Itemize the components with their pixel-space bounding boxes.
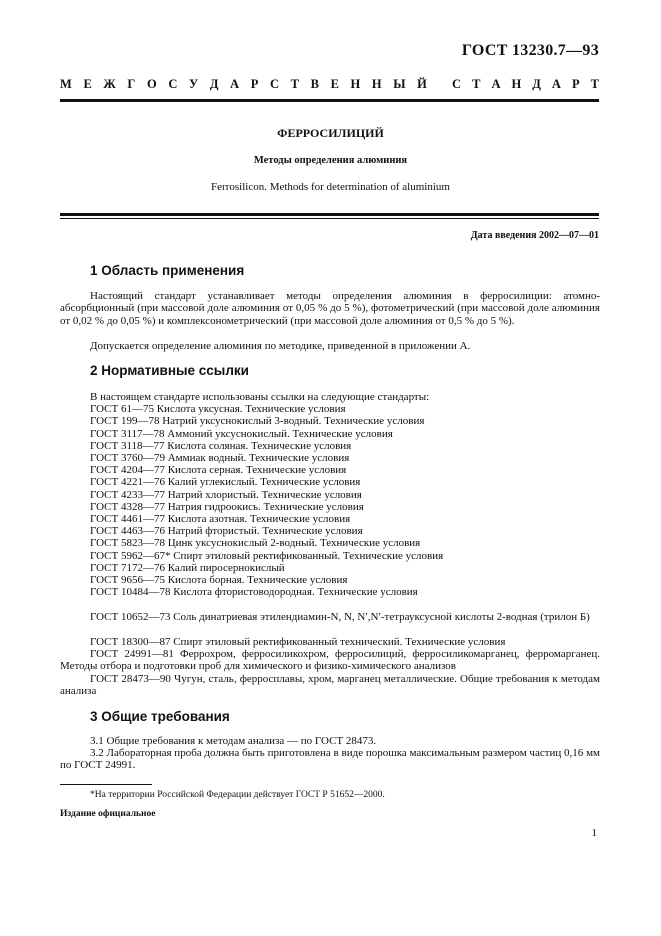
- reference-item: ГОСТ 18300—87 Спирт этиловый ректификованный технический. Технические условия: [90, 636, 506, 648]
- reference-item: ГОСТ 28473—90 Чугун, сталь, ферросплавы, хром, марганец металлические. Общие требования к методам анализа: [60, 673, 600, 698]
- reference-item: ГОСТ 4204—77 Кислота серная. Технические условия: [90, 464, 347, 477]
- reference-item: ГОСТ 10484—78 Кислота фтористоводородная. Технические условия: [90, 586, 418, 599]
- edition-label: Издание официальное: [60, 809, 156, 819]
- effective-date: Дата введения 2002—07—01: [470, 230, 599, 241]
- reference-long-2: [60, 636, 600, 648]
- banner-letter: Е: [330, 77, 339, 91]
- reference-item: ГОСТ 4463—76 Натрий фтористый. Технические условия: [90, 525, 363, 538]
- section-1-paragraph-2: [60, 340, 600, 352]
- section-1-heading: 1 Область применения: [90, 263, 245, 278]
- reference-item: ГОСТ 3118—77 Кислота соляная. Технические условия: [90, 439, 352, 452]
- banner-letter: С: [269, 77, 279, 91]
- reference-item: ГОСТ 3117—78 Аммоний уксуснокислый. Технические условия: [90, 427, 393, 440]
- banner-letter: Р: [250, 77, 259, 91]
- banner-letter: А: [491, 77, 501, 91]
- banner-letter: С: [452, 77, 462, 91]
- banner-letter: Т: [590, 77, 599, 91]
- section-1-paragraph: [60, 290, 600, 327]
- banner-letter: Ы: [393, 77, 406, 91]
- banner-letter: Т: [290, 77, 299, 91]
- interstate-standard-banner: [60, 77, 599, 92]
- reference-item: ГОСТ 24991—81 Феррохром, ферросиликохром, ферросилиций, ферросиликомарганец, ферромарганец. Методы отбора и подготовки проб для химического и физико-химического анализов: [60, 648, 600, 673]
- footnote: *На территории Российской Федерации действует ГОСТ Р 51652—2000.: [90, 790, 385, 800]
- section-3-heading: 3 Общие требования: [90, 709, 230, 724]
- banner-letter: Й: [417, 77, 427, 91]
- reference-item: ГОСТ 9656—75 Кислота борная. Технические условия: [90, 574, 348, 587]
- reference-item: ГОСТ 4461—77 Кислота азотная. Технические условия: [90, 513, 351, 526]
- banner-letter: Т: [472, 77, 481, 91]
- section-1-text-2: Допускается определение алюминия по методике, приведенной в приложении А.: [90, 340, 471, 352]
- standard-number: ГОСТ 13230.7—93: [461, 42, 599, 59]
- reference-item: ГОСТ 199—78 Натрий уксуснокислый 3-водный. Технические условия: [90, 415, 425, 428]
- page-number: 1: [591, 827, 597, 839]
- banner-letter: Н: [371, 77, 382, 91]
- reference-item: ГОСТ 4221—76 Калий углекислый. Технические условия: [90, 476, 361, 489]
- reference-long-4: [60, 673, 600, 697]
- reference-item: ГОСТ 4233—77 Натрий хлористый. Технические условия: [90, 488, 362, 501]
- english-title: Ferrosilicon. Methods for determination of aluminium: [211, 181, 450, 193]
- document-subtitle: Методы определения алюминия: [253, 155, 408, 166]
- banner-letter: Д: [532, 77, 541, 91]
- section-3-text-2: 3.2 Лабораторная проба должна быть приготовлена в виде порошка максимальным размером частиц 0,16 мм по ГОСТ 24991.: [60, 747, 600, 772]
- banner-letter: М: [60, 77, 72, 91]
- banner-letter: В: [310, 77, 319, 91]
- banner-letter: Е: [83, 77, 92, 91]
- reference-long-1: [60, 611, 600, 623]
- section-3-p1: [60, 735, 600, 747]
- footnote-rule: [60, 784, 152, 785]
- banner-letter: Н: [511, 77, 522, 91]
- reference-item: ГОСТ 61—75 Кислота уксусная. Технические условия: [90, 403, 346, 416]
- reference-item: ГОСТ 7172—76 Калий пиросернокислый: [90, 561, 285, 574]
- header-rule: [60, 99, 599, 102]
- title-rule-thin: [60, 218, 599, 219]
- reference-long-3: [60, 648, 600, 672]
- banner-letter: У: [189, 77, 199, 91]
- banner-letter: Д: [209, 77, 219, 91]
- banner-letter: А: [230, 77, 240, 91]
- section-3-p2: [60, 747, 600, 772]
- reference-item: ГОСТ 3760—79 Аммиак водный. Технические условия: [90, 452, 350, 465]
- reference-item: ГОСТ 10652—73 Соль динатриевая этилендиамин-N, N, N′,N′-тетрауксусной кислоты 2-водная (трилон Б): [90, 611, 590, 623]
- references-intro: В настоящем стандарте использованы ссылки на следующие стандарты:: [90, 391, 430, 403]
- banner-word-standard: [452, 77, 599, 92]
- reference-item: ГОСТ 5962—67* Спирт этиловый ректификованный. Технические условия: [90, 549, 444, 562]
- normative-references-list: [90, 391, 600, 598]
- banner-letter: Р: [571, 77, 580, 91]
- banner-letter: О: [146, 77, 157, 91]
- reference-item: ГОСТ 4328—77 Натрия гидроокись. Технические условия: [90, 500, 364, 513]
- banner-letter: Г: [127, 77, 136, 91]
- banner-letter: Н: [350, 77, 361, 91]
- section-2-heading: 2 Нормативные ссылки: [90, 363, 249, 378]
- section-1-text: Настоящий стандарт устанавливает методы определения алюминия в ферросилиции: атомно-абсорбционный (при массовой доле алюминия от 0,05 % до 5 %), фотометрический (при массовой доле алюминия от 0,02 % до 0,05 %) и комплексонометрический (при массовой доле алюминия от 0,5 % до 5 %).: [60, 290, 600, 327]
- title-rule-thick: [60, 213, 599, 216]
- banner-letter: А: [551, 77, 561, 91]
- banner-word-interstate: [60, 77, 427, 92]
- banner-letter: Ж: [103, 77, 116, 91]
- document-title: ФЕРРОСИЛИЦИЙ: [277, 126, 384, 140]
- banner-letter: С: [168, 77, 178, 91]
- reference-item: ГОСТ 5823—78 Цинк уксуснокислый 2-водный. Технические условия: [90, 537, 421, 550]
- section-3-text-1: 3.1 Общие требования к методам анализа — по ГОСТ 28473.: [90, 735, 377, 747]
